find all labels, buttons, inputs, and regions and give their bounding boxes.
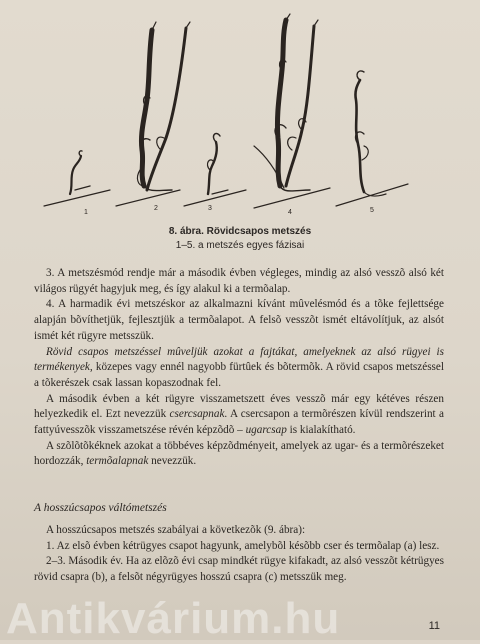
figure-caption-subtitle: 1–5. a metszés egyes fázisai <box>175 240 305 251</box>
term-termoalap: termõalapnak <box>86 455 149 468</box>
section-step-2-3: 2–3. Második év. Ha az elõzõ évi csap mindkét rügye kifakadt, az alsó vesszõt kétrügyes rövid csapra (b), a felsõt négyrügyes hosszú csapra (c) metsszük meg. <box>34 555 444 584</box>
figure-label-1: 1 <box>84 209 88 216</box>
ground-line-3 <box>184 190 246 206</box>
vine-phase-5 <box>355 71 386 196</box>
paragraph-csercsap <box>34 392 444 439</box>
figure-label-2: 2 <box>154 205 158 212</box>
vine-phase-4 <box>254 14 318 191</box>
watermark: Antikvárium.hu <box>6 594 341 643</box>
pruning-illustration <box>40 10 420 222</box>
page-number: 11 <box>428 620 440 632</box>
term-ugarcsap: ugarcsap <box>245 424 287 437</box>
section-intro: A hosszúcsapos metszés szabályai a következõk (9. ábra): <box>46 524 306 536</box>
paragraph-termoalap <box>34 439 444 470</box>
vine-phase-3 <box>207 134 228 194</box>
paragraph-rovid-csap-rest: közepes vagy ennél nagyobb fürtûek és bõtermõk. A rövid csapos metszéssel a tõkerészek csak lassan kopaszodnak fel. <box>34 361 444 389</box>
figure-label-5: 5 <box>370 207 374 214</box>
text-fragment: nevezzük. <box>148 455 197 468</box>
text-fragment: . A csercsapon a termõrészen kívül rendszerint a fattyúvesszõk visszametszése révén képzõdõ – <box>34 408 444 437</box>
figure-caption-title: 8. ábra. Rövidcsapos metszés <box>168 226 312 237</box>
paragraph-4: 4. A harmadik évi metszéskor az alkalmazni kívánt mûvelésmód és a tõke fejlettsége alapján bõvíthetjük, fejlesztjük a termõalapot. A felsõ vesszõt ismét eltávolítjuk, az alsót ismét két rügyre metsszük. <box>34 298 444 342</box>
section-text <box>34 523 444 586</box>
paragraph-3: 3. A metszésmód rendje már a második évben végleges, mindig az alsó vesszõ alsó két világos rügyét hagyjuk meg, és így alakul ki a termõalap. <box>34 267 444 295</box>
section-heading: A hosszúcsapos váltómetszés <box>34 502 167 514</box>
text-fragment: A második évben a két rügyre visszametszett éves vesszõ már egy kétéves részen helyezkedik el. Ezt nevezzük <box>34 392 444 421</box>
ground-line-2 <box>116 190 180 206</box>
vine-phase-1 <box>70 151 90 194</box>
main-text <box>34 266 444 470</box>
text-fragment: is kialakítható. <box>286 424 356 437</box>
ground-line-5 <box>336 184 408 206</box>
text-fragment: A szõlõtõkéknek azokat a többéves képzõdményeit, amelyek az ugar- és a termõrészeket hordozzák, <box>34 439 444 468</box>
pruning-figure-svg <box>40 10 420 222</box>
figure-label-3: 3 <box>208 205 212 212</box>
section-step-1: 1. Az elsõ évben kétrügyes csapot hagyunk, amelybõl késõbb cser és termõalap (a) lesz. <box>46 539 440 552</box>
term-csercsap: csercsapnak <box>169 408 225 421</box>
paragraph-rovid-csap <box>34 345 444 392</box>
italic-definition: Rövid csapos metszéssel mûveljük azokat a fajtákat, amelyeknek az alsó rügyei is termékenyek, <box>34 345 444 374</box>
vine-phase-2 <box>137 22 190 191</box>
ground-line-1 <box>44 190 110 206</box>
figure-label-4: 4 <box>288 209 292 216</box>
